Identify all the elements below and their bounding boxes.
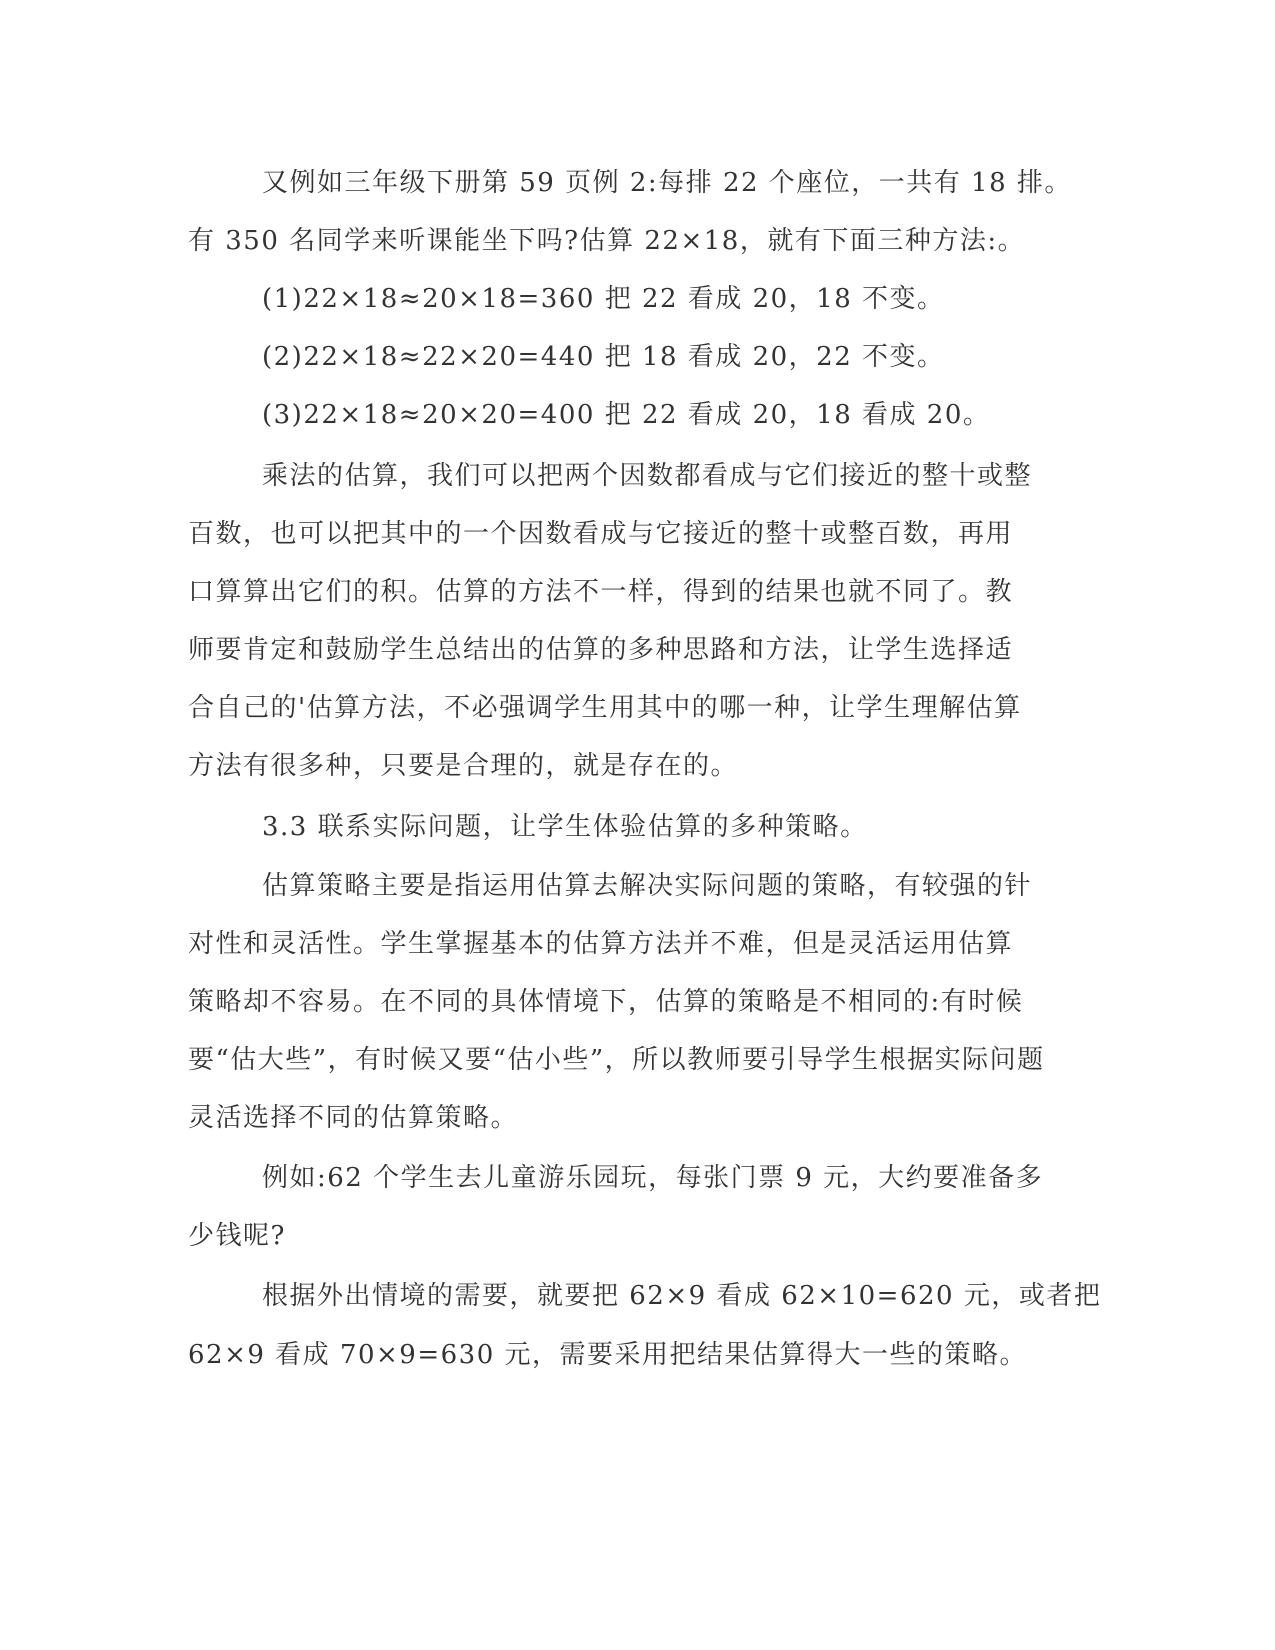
text-line: 方法有很多种，只要是合理的，就是存在的。 — [188, 751, 739, 781]
text-line: 师要肯定和鼓励学生总结出的估算的多种思路和方法，让学生选择适 — [188, 635, 1014, 665]
formula-line: (2)22×18≈22×20=440 把 18 看成 20，22 不变。 — [262, 342, 945, 372]
text-line: 百数，也可以把其中的一个因数看成与它接近的整十或整百数，再用 — [188, 519, 1014, 549]
section-heading: 3.3 联系实际问题，让学生体验估算的多种策略。 — [262, 812, 868, 842]
text-line: 少钱呢? — [188, 1221, 286, 1251]
text-line: 乘法的估算，我们可以把两个因数都看成与它们接近的整十或整 — [262, 461, 1033, 491]
formula-line: (1)22×18≈20×18=360 把 22 看成 20，18 不变。 — [262, 284, 945, 314]
text-line: 要“估大些”，有时候又要“估小些”，所以教师要引导学生根据实际问题 — [188, 1045, 1045, 1075]
text-line: 估算策略主要是指运用估算去解决实际问题的策略，有较强的针 — [262, 871, 1033, 901]
text-line: 根据外出情境的需要，就要把 62×9 看成 62×10=620 元，或者把 — [262, 1281, 1102, 1311]
text-line: 对性和灵活性。学生掌握基本的估算方法并不难，但是灵活运用估算 — [188, 929, 1014, 959]
text-line: 灵活选择不同的估算策略。 — [188, 1103, 519, 1133]
text-line: 合自己的'估算方法，不必强调学生用其中的哪一种，让学生理解估算 — [188, 693, 1022, 723]
text-line: 62×9 看成 70×9=630 元，需要采用把结果估算得大一些的策略。 — [188, 1340, 1028, 1370]
text-line: 策略却不容易。在不同的具体情境下，估算的策略是不相同的:有时候 — [188, 987, 1024, 1017]
text-line: 有 350 名同学来听课能坐下吗?估算 22×18，就有下面三种方法:。 — [188, 226, 1026, 256]
text-line: 口算算出它们的积。估算的方法不一样，得到的结果也就不同了。教 — [188, 577, 1014, 607]
formula-line: (3)22×18≈20×20=400 把 22 看成 20，18 看成 20。 — [262, 400, 991, 430]
text-line: 又例如三年级下册第 59 页例 2:每排 22 个座位，一共有 18 排。 — [262, 168, 1072, 198]
text-line: 例如:62 个学生去儿童游乐园玩，每张门票 9 元，大约要准备多 — [262, 1163, 1044, 1193]
